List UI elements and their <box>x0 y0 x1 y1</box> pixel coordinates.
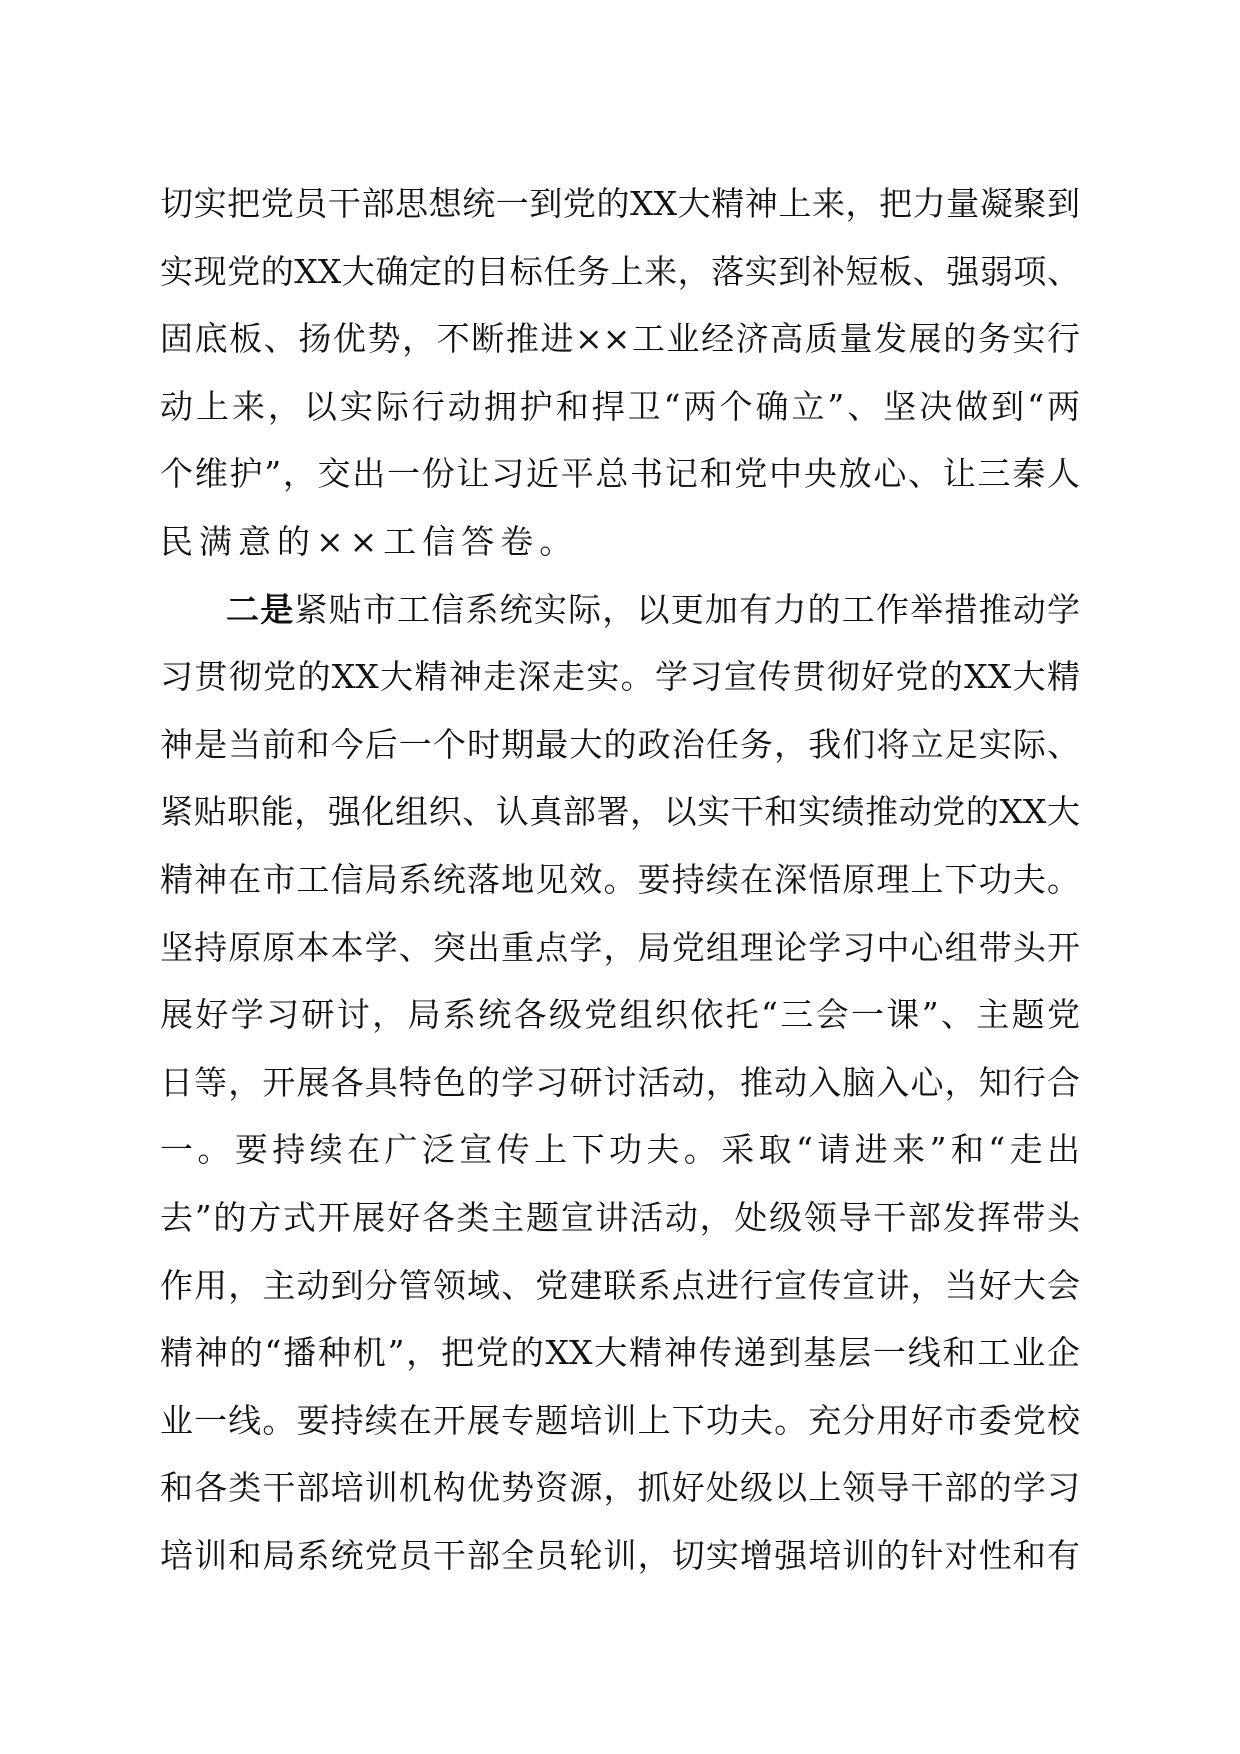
paragraph-2-line-1-rest: 紧贴市工信系统实际，以更加有力的工作举措推动学 <box>294 589 1081 629</box>
paragraph-1-line-1: 切实把党员干部思想统一到党的XX大精神上来，把力量凝聚到 <box>160 184 1080 223</box>
paragraph-2-line-9: 一。要持续在广泛宣传上下功夫。采取“请进来”和“走出 <box>160 1130 1080 1170</box>
paragraph-2-line-4: 紧贴职能，强化组织、认真部署，以实干和实绩推动党的XX大 <box>160 792 1080 832</box>
paragraph-2-line-5: 精神在市工信局系统落地见效。要持续在深悟原理上下功夫。 <box>160 859 1080 899</box>
paragraph-2-line-15: 培训和局系统党员干部全员轮训，切实增强培训的针对性和有 <box>160 1535 1080 1575</box>
lead-bold-text: 二是 <box>226 589 295 629</box>
paragraph-1-line-4: 动上来，以实际行动拥护和捍卫“两个确立”、坚决做到“两 <box>160 386 1080 426</box>
paragraph-2-line-7: 展好学习研讨，局系统各级党组织依托“三会一课”、主题党 <box>160 995 1080 1035</box>
paragraph-2-line-1 <box>160 576 1080 644</box>
body-text <box>160 170 1080 1589</box>
paragraph-1-line-6: 民满意的××工信答卷。 <box>160 521 579 561</box>
paragraph-2-line-6: 坚持原原本本学、突出重点学，局党组理论学习中心组带头开 <box>160 927 1080 967</box>
paragraph-2-line-3: 神是当前和今后一个时期最大的政治任务，我们将立足实际、 <box>160 724 1080 764</box>
paragraph-1-line-5: 个维护”，交出一份让习近平总书记和党中央放心、让三秦人 <box>160 454 1080 494</box>
paragraph-1-line-2: 实现党的XX大确定的目标任务上来，落实到补短板、强弱项、 <box>160 251 1080 291</box>
paragraph-2-line-13: 业一线。要持续在开展专题培训上下功夫。充分用好市委党校 <box>160 1400 1080 1440</box>
paragraph-2-line-8: 日等，开展各具特色的学习研讨活动，推动入脑入心，知行合 <box>160 1062 1080 1102</box>
paragraph-2-line-11: 作用，主动到分管领域、党建联系点进行宣传宣讲，当好大会 <box>160 1265 1080 1305</box>
paragraph-1-line-3: 固底板、扬优势，不断推进××工业经济高质量发展的务实行 <box>160 319 1080 359</box>
paragraph-2-line-2: 习贯彻党的XX大精神走深走实。学习宣传贯彻好党的XX大精 <box>160 657 1080 697</box>
paragraph-2-line-14: 和各类干部培训机构优势资源，抓好处级以上领导干部的学习 <box>160 1468 1080 1508</box>
paragraph-2-line-12: 精神的“播种机”，把党的XX大精神传递到基层一线和工业企 <box>160 1333 1080 1373</box>
paragraph-2-line-10: 去”的方式开展好各类主题宣讲活动，处级领导干部发挥带头 <box>160 1197 1080 1237</box>
